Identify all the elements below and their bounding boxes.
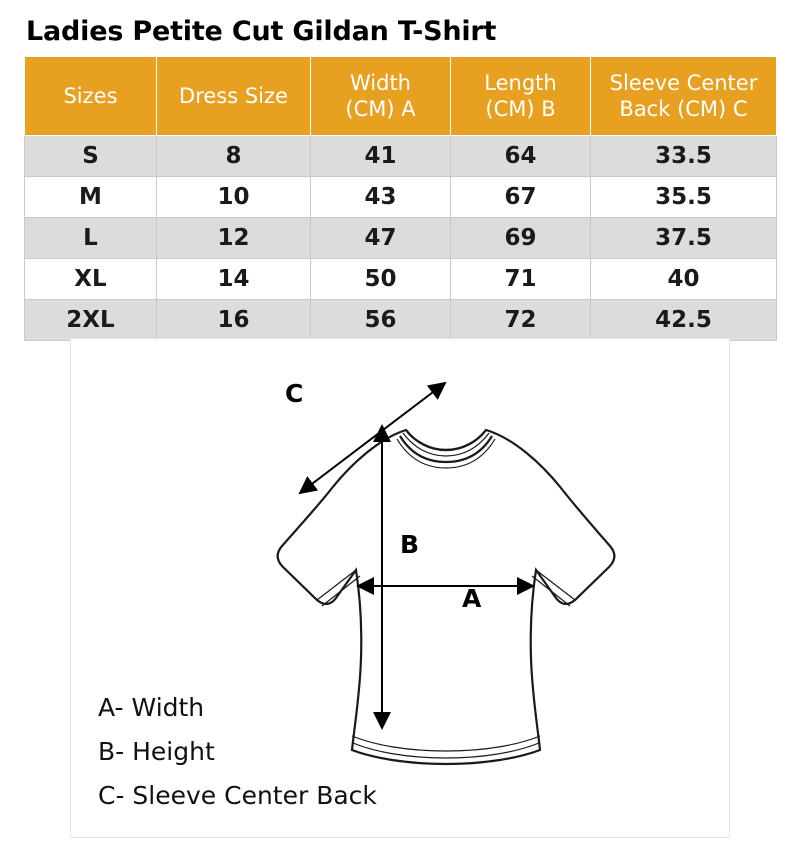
cell-length: 71 [451, 259, 591, 300]
table-row [25, 259, 777, 300]
label-c: C [285, 379, 304, 408]
table-row [25, 177, 777, 218]
legend [98, 686, 377, 818]
column-header-dress-size [157, 57, 311, 136]
cell-sleeve: 35.5 [591, 177, 777, 218]
label-a: A [462, 584, 482, 613]
cell-length: 67 [451, 177, 591, 218]
column-header-line2: Back (CM) C [619, 97, 748, 121]
cell-width: 50 [311, 259, 451, 300]
legend-item-width: A- Width [98, 693, 205, 722]
cell-size: XL [25, 259, 157, 300]
size-table [24, 56, 777, 341]
column-header-line1: Dress Size [179, 83, 288, 108]
cell-size: L [25, 218, 157, 259]
cell-length: 69 [451, 218, 591, 259]
column-header-line2: (CM) B [485, 97, 556, 121]
column-header-length [451, 57, 591, 136]
cell-dress-size: 12 [157, 218, 311, 259]
cell-length: 72 [451, 300, 591, 341]
table-row [25, 300, 777, 341]
table-row [25, 218, 777, 259]
cell-dress-size: 14 [157, 259, 311, 300]
column-header-sizes [25, 57, 157, 136]
column-header-line1: Sizes [63, 83, 118, 108]
cell-size: S [25, 136, 157, 177]
cell-size: 2XL [25, 300, 157, 341]
legend-item-sleeve: C- Sleeve Center Back [98, 781, 377, 810]
cell-dress-size: 10 [157, 177, 311, 218]
label-b: B [400, 530, 420, 559]
column-header-line1: Width [349, 70, 411, 95]
column-header-sleeve-center-back [591, 57, 777, 136]
cell-length: 64 [451, 136, 591, 177]
column-header-line2: (CM) A [345, 97, 416, 121]
cell-dress-size: 8 [157, 136, 311, 177]
column-header-line1: Length [484, 70, 557, 95]
cell-width: 41 [311, 136, 451, 177]
legend-item-height: B- Height [98, 737, 215, 766]
table-row [25, 136, 777, 177]
cell-sleeve: 33.5 [591, 136, 777, 177]
cell-size: M [25, 177, 157, 218]
column-header-width [311, 57, 451, 136]
column-header-line1: Sleeve Center [609, 70, 758, 95]
cell-sleeve: 37.5 [591, 218, 777, 259]
cell-dress-size: 16 [157, 300, 311, 341]
table-header-row [25, 57, 777, 136]
cell-width: 47 [311, 218, 451, 259]
page-title: Ladies Petite Cut Gildan T-Shirt [26, 16, 497, 47]
size-table-body [25, 136, 777, 341]
size-table-header [25, 57, 777, 136]
cell-width: 43 [311, 177, 451, 218]
cell-sleeve: 42.5 [591, 300, 777, 341]
cell-sleeve: 40 [591, 259, 777, 300]
cell-width: 56 [311, 300, 451, 341]
